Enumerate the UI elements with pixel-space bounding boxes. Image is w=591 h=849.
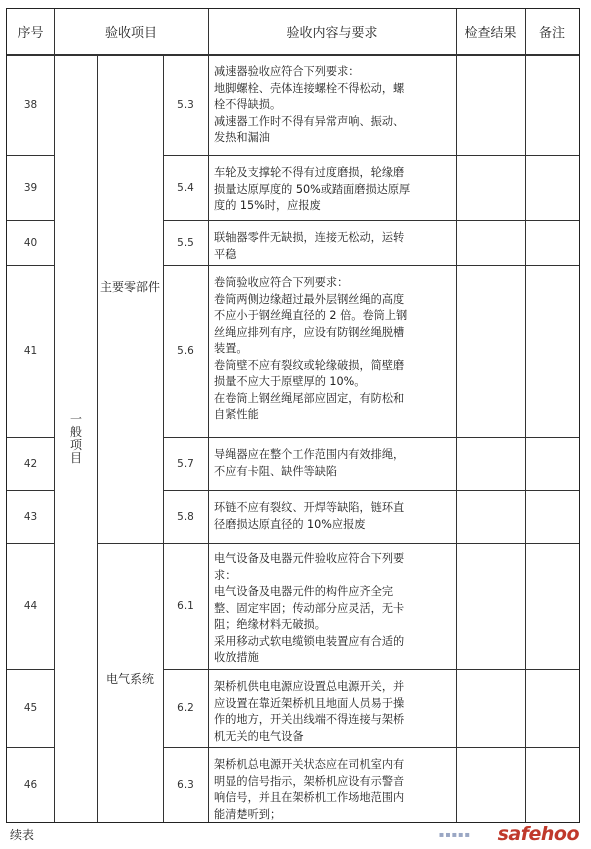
- remark-cell[interactable]: [525, 155, 579, 220]
- header-content: 验收内容与要求: [286, 26, 378, 41]
- requirement-line: 响信号，并且在架桥机工作场地范围内: [214, 791, 405, 804]
- result-cell[interactable]: [456, 543, 525, 669]
- requirement-line: 电气设备及电器元件的构件应齐全完: [214, 585, 394, 598]
- requirement-line: 架桥机总电源开关状态应在司机室内有: [214, 758, 405, 771]
- requirement-line: 装置。: [214, 342, 248, 355]
- requirement-text: [208, 757, 468, 823]
- result-cell[interactable]: [456, 265, 525, 437]
- acceptance-table: [6, 8, 580, 823]
- requirement-line: 环链不应有裂纹、开焊等缺陷，链环直: [214, 501, 405, 514]
- header-item: 验收项目: [104, 26, 157, 41]
- clause-number: 5.7: [177, 457, 194, 470]
- group-label: 一般项目: [69, 412, 82, 465]
- row-number: 46: [23, 778, 38, 791]
- category-main-parts: 主要零部件: [99, 280, 160, 294]
- requirement-text: [208, 679, 468, 745]
- requirement-line: 卷筒验收应符合下列要求：: [214, 276, 349, 289]
- requirement-line: 丝绳应排列有序，应设有防钢丝绳脱槽: [214, 325, 405, 339]
- clause-number: 5.4: [177, 181, 194, 194]
- remark-cell[interactable]: [525, 490, 579, 543]
- remark-cell[interactable]: [525, 54, 579, 155]
- clause-number: 6.3: [177, 778, 194, 791]
- watermark-logo: safehoo: [497, 823, 579, 845]
- continued-label: 续表: [10, 828, 35, 842]
- result-cell[interactable]: [456, 747, 525, 822]
- requirement-line: 导绳器应在整个工作范围内有效排绳，: [214, 448, 405, 461]
- result-cell[interactable]: [456, 155, 525, 220]
- result-cell[interactable]: [456, 669, 525, 747]
- requirement-line: 减速器验收应符合下列要求：: [214, 65, 360, 78]
- requirement-line: 卷筒两侧边缘超过最外层钢丝绳的高度: [214, 292, 405, 306]
- remark-cell[interactable]: [525, 543, 579, 669]
- requirement-line: 损量不应大于原壁厚的 10%。: [214, 375, 366, 388]
- requirement-line: 能清楚听到；: [214, 807, 282, 821]
- requirement-text: [208, 165, 468, 215]
- requirement-line: 明显的信号指示，架桥机应设有示警音: [214, 774, 405, 788]
- row-number: 39: [23, 181, 38, 194]
- requirement-line: 栓不得缺损。: [214, 98, 282, 111]
- clause-number: 5.5: [177, 236, 194, 249]
- requirement-line: 车轮及支撑轮不得有过度磨损，轮缘磨: [214, 166, 405, 179]
- requirement-line: 整、固定牢固；传动部分应灵活，无卡: [214, 601, 405, 615]
- requirement-line: 电气设备及电器元件验收应符合下列要: [214, 552, 405, 565]
- row-number: 38: [23, 98, 38, 111]
- clause-number: 5.6: [177, 345, 194, 357]
- requirement-text: [208, 275, 468, 424]
- header-remark: 备注: [538, 26, 565, 41]
- requirement-line: 阻；绝缘材料无破损。: [214, 618, 326, 631]
- result-cell[interactable]: [456, 490, 525, 543]
- requirement-line: 机无关的电气设备: [214, 729, 304, 743]
- requirement-line: 径磨损达原直径的 10%应报废: [214, 517, 366, 531]
- requirement-line: 架桥机供电电源应设置总电源开关，并: [214, 680, 405, 693]
- clause-number: 6.1: [177, 600, 194, 612]
- requirement-line: 采用移动式软电缆锁电装置应有合适的: [214, 634, 405, 648]
- requirement-line: 地脚螺栓、壳体连接螺栓不得松动，螺: [214, 81, 405, 95]
- watermark-dots-left: ▪▪▪▪▪: [438, 830, 471, 839]
- requirement-text: [208, 230, 468, 263]
- remark-cell[interactable]: [525, 437, 579, 490]
- row-number: 43: [23, 510, 38, 523]
- header-seq: 序号: [17, 26, 44, 41]
- remark-cell[interactable]: [525, 220, 579, 265]
- clause-number: 6.2: [177, 702, 194, 714]
- requirement-text: [208, 447, 468, 480]
- result-cell[interactable]: [456, 220, 525, 265]
- requirement-line: 应设置在靠近架桥机且地面人员易于操: [214, 696, 405, 710]
- row-number: 42: [23, 457, 38, 470]
- row-number: 40: [23, 236, 38, 249]
- result-cell[interactable]: [456, 437, 525, 490]
- clause-number: 5.8: [177, 510, 194, 523]
- requirement-text: [208, 64, 468, 147]
- requirement-line: 卷筒壁不应有裂纹或轮缘破损，简壁磨: [214, 358, 405, 372]
- result-cell[interactable]: [456, 54, 525, 155]
- requirement-line: 不应有卡阻、缺件等缺陷: [214, 464, 338, 478]
- requirement-line: 发热和漏油: [214, 131, 270, 144]
- category-electrical: 电气系统: [105, 672, 154, 686]
- requirement-line: 求：: [214, 568, 237, 582]
- clause-number: 5.3: [177, 98, 194, 111]
- requirement-line: 自紧性能: [214, 408, 259, 421]
- header-result: 检查结果: [464, 26, 517, 41]
- requirement-line: 不应小于钢丝绳直径的 2 倍。卷筒上钢: [214, 309, 408, 322]
- requirement-line: 收放措施: [214, 651, 259, 664]
- remark-cell[interactable]: [525, 669, 579, 747]
- col-divider: [54, 9, 55, 822]
- remark-cell[interactable]: [525, 265, 579, 437]
- requirement-line: 度的 15%时，应报废: [214, 199, 321, 212]
- requirement-text: [208, 500, 468, 533]
- requirement-line: 作的地方，开关出线端不得连接与架桥: [214, 713, 405, 726]
- requirement-line: 在卷筒上钢丝绳尾部应固定，有防松和: [214, 391, 405, 405]
- row-number: 45: [23, 702, 38, 714]
- requirement-text: [208, 551, 468, 667]
- requirement-line: 联轴器零件无缺损，连接无松动，运转: [214, 231, 405, 244]
- remark-cell[interactable]: [525, 747, 579, 822]
- requirement-line: 减速器工作时不得有异常声响、振动、: [214, 114, 405, 128]
- requirement-line: 损量达原厚度的 50%或踏面磨损达原厚: [214, 182, 411, 196]
- row-number: 44: [23, 600, 38, 612]
- requirement-line: 平稳: [214, 247, 237, 261]
- col-divider: [97, 54, 98, 822]
- row-number: 41: [23, 345, 38, 357]
